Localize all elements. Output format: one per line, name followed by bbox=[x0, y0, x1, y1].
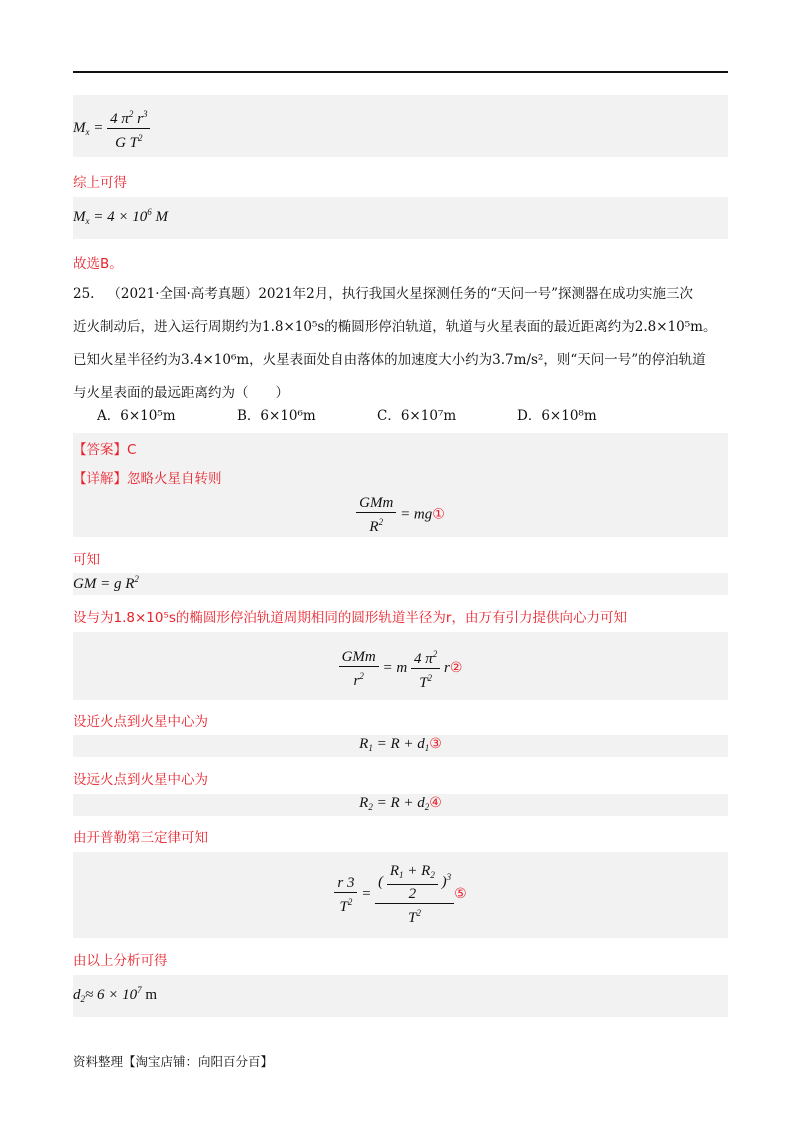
label-set-radius: 设与为1.8×10⁵s的椭圆形停泊轨道周期相同的圆形轨道半径为r，由万有引力提供向心力可知 bbox=[73, 610, 627, 626]
question-number: 25. bbox=[73, 286, 95, 302]
result-formula: $d_2\approx 6 \times 10^7$ m bbox=[73, 985, 158, 1004]
header-rule bbox=[73, 71, 728, 73]
formula-mx: $M_x$ = $\frac{4 \pi^2 r^3}{G T^2}$ bbox=[73, 105, 150, 152]
formula-combined: $M_x = 4 \times 10^6$ M bbox=[73, 207, 168, 226]
equation-5: $\frac{r 3}{T^2}$ = ( $\frac{R_1 + R_2}{2}$ )$^3$ $T^2$ ⑤ bbox=[73, 862, 728, 927]
option-c: C．6×10⁷m bbox=[377, 408, 457, 424]
option-a: A．6×10⁵m bbox=[97, 408, 176, 424]
choose-b: 故选B。 bbox=[73, 256, 123, 272]
options-row bbox=[97, 404, 752, 428]
detail-label: 【详解】忽略火星自转则 bbox=[73, 471, 222, 487]
option-d: D．6×10⁸m bbox=[517, 408, 597, 424]
option-b: B．6×10⁶m bbox=[237, 408, 316, 424]
equation-3: $R_1 = R$ + $d_1③$ bbox=[359, 736, 442, 753]
question-line-3: 已知火星半径约为3.4×10⁶m，火星表面处自由落体的加速度大小约为3.7m/s²，则“天问一号”的停泊轨道 bbox=[73, 352, 706, 368]
question-line-4: 与火星表面的最远距离约为（ ） bbox=[73, 385, 289, 401]
band-result bbox=[73, 975, 728, 1017]
equation-4: $R_2 = R$ + $d_2④$ bbox=[359, 795, 442, 812]
label-kepler: 由开普勒第三定律可知 bbox=[73, 830, 208, 846]
question-source: （2021·全国·高考真题） bbox=[107, 286, 259, 302]
formula-band-mx bbox=[73, 95, 728, 157]
label-combined: 综上可得 bbox=[73, 175, 127, 191]
question-line-1 bbox=[73, 282, 728, 306]
label-known: 可知 bbox=[73, 552, 100, 568]
band-gm bbox=[73, 573, 728, 595]
footer-text: 资料整理【淘宝店铺：向阳百分百】 bbox=[73, 1054, 274, 1069]
equation-1: $\frac{\text{GMm}}{R^2}$ = mg① bbox=[73, 494, 728, 536]
question-text-line1: 2021年2月，执行我国火星探测任务的“天问一号”探测器在成功实施三次 bbox=[258, 286, 694, 302]
label-far: 设远火点到火星中心为 bbox=[73, 772, 208, 788]
formula-band-combined bbox=[73, 197, 728, 239]
question-text bbox=[73, 282, 728, 405]
label-near: 设近火点到火星中心为 bbox=[73, 714, 208, 730]
label-result: 由以上分析可得 bbox=[73, 953, 168, 969]
equation-gm: GM = g $R^2$ bbox=[73, 574, 139, 592]
answer-label: 【答案】C bbox=[73, 442, 137, 458]
question-line-2: 近火制动后，进入运行周期约为1.8×10⁵s的椭圆形停泊轨道，轨道与火星表面的最近距离约为2.8×10⁵m。 bbox=[73, 319, 717, 335]
equation-2: $\frac{\text{GMm}}{r^2}$ = m $\frac{4 \pi^2}{T^2}$ r② bbox=[73, 645, 728, 692]
